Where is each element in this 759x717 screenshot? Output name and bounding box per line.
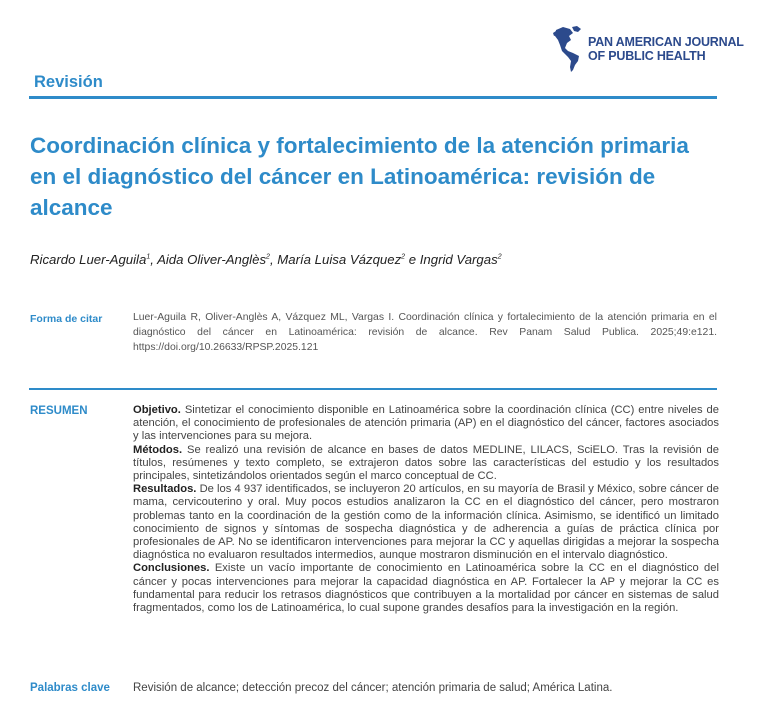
abstract-results	[133, 483, 719, 562]
header-rule	[29, 96, 717, 99]
methods-text: Se realizó una revisión de alcance en bases de datos MEDLINE, LILACS, SciELO. Tras la revisión de títulos, resúmenes y texto completo, se extrajeron datos sobre las características del estudio y los resultados principales, sintetizándolos orientados según el marco conceptual de CC.	[133, 443, 719, 483]
author-separator: e	[405, 252, 420, 267]
abstract-methods	[133, 444, 719, 484]
conclusions-text: Existe un vacío importante de conocimiento en Latinoamérica sobre la CC en el diagnóstico del cáncer y pocas intervenciones para mejorar la capacidad diagnóstica en AP. Fortalecer la AP y mejorar la CC es fundamental para reducir los retrasos diagnósticos que contribuyen a la mortalidad por cáncer en sistemas de salud fragmentados, como los de Latinoamérica, lo cual supone grandes desafíos para la investigación en la región.	[133, 562, 719, 615]
americas-map-icon	[552, 24, 586, 74]
citation-label: Forma de citar	[30, 313, 103, 325]
author-separator: ,	[269, 252, 278, 267]
abstract-objective	[133, 404, 719, 444]
article-title: Coordinación clínica y fortalecimiento de la atención primaria en el diagnóstico del cáncer en Latinoamérica: revisión de alcance	[30, 133, 689, 220]
author-affiliation: 2	[497, 253, 502, 261]
author-name: María Luisa Vázquez	[277, 252, 402, 267]
objective-text: Sintetizar el conocimiento disponible en Latinoamérica sobre la coordinación clínica (CC) entre niveles de atención, el conocimiento de profesionales de atención primaria (AP) en el diagnóstico del cáncer, factores asociados y las intervenciones para su mejora.	[133, 404, 719, 443]
journal-name-line1: PAN AMERICAN JOURNAL	[588, 35, 744, 49]
keywords-text: Revisión de alcance; detección precoz del cáncer; atención primaria de salud; América Latina.	[133, 682, 613, 694]
abstract-conclusions	[133, 562, 719, 615]
abstract-rule	[29, 388, 717, 390]
section-label: Revisión	[34, 73, 103, 91]
author-list	[30, 252, 502, 267]
author-name: Ingrid Vargas	[419, 252, 498, 267]
methods-heading: Métodos.	[133, 443, 183, 456]
author-name: Ricardo Luer-Aguila	[30, 252, 147, 267]
keywords-label: Palabras clave	[30, 682, 110, 694]
objective-heading: Objetivo.	[133, 404, 181, 416]
abstract-label: RESUMEN	[30, 405, 88, 417]
citation-text: Luer-Aguila R, Oliver-Anglès A, Vázquez ML, Vargas I. Coordinación clínica y fortalecimiento de la atención primaria en el diagnóstico del cáncer en Latinoamérica: revisión de alcance. Rev Panam Salud Publica. 2025;49:e121. https://doi.org/10.26633/RPSP.2025.121	[133, 312, 717, 353]
author-separator: ,	[150, 252, 158, 267]
conclusions-heading: Conclusiones.	[133, 562, 210, 575]
journal-name-line2: OF PUBLIC HEALTH	[588, 49, 706, 63]
results-heading: Resultados.	[133, 483, 197, 496]
author-name: Aida Oliver-Anglès	[157, 252, 267, 267]
author-affiliation: 1	[146, 253, 151, 261]
abstract-body	[133, 404, 719, 615]
author-affiliation: 2	[401, 253, 406, 261]
results-text: De los 4 937 identificados, se incluyeron 20 artículos, en su mayoría de Brasil y México, sobre cáncer de mama, cervicouterino y oral. Muy pocos estudios analizaron la CC en el diagnóstico del cáncer, pero mostraron problemas tanto en la coordinación de la gestión como de la información clínica. Asimismo, se identificó un limitado conocimiento de signos y síntomas de sospecha diagnóstica y de adherencia a guías de práctica clínica por profesionales de AP. No se identificaron intervenciones para mejorar la CC y aquellas dirigidas a mejorar la sospecha diagnóstica no evaluaron resultados intermedios, aunque mostraron disminución en el intervalo diagnóstico.	[133, 483, 719, 562]
author-affiliation: 2	[266, 253, 270, 261]
journal-logo	[552, 24, 744, 74]
